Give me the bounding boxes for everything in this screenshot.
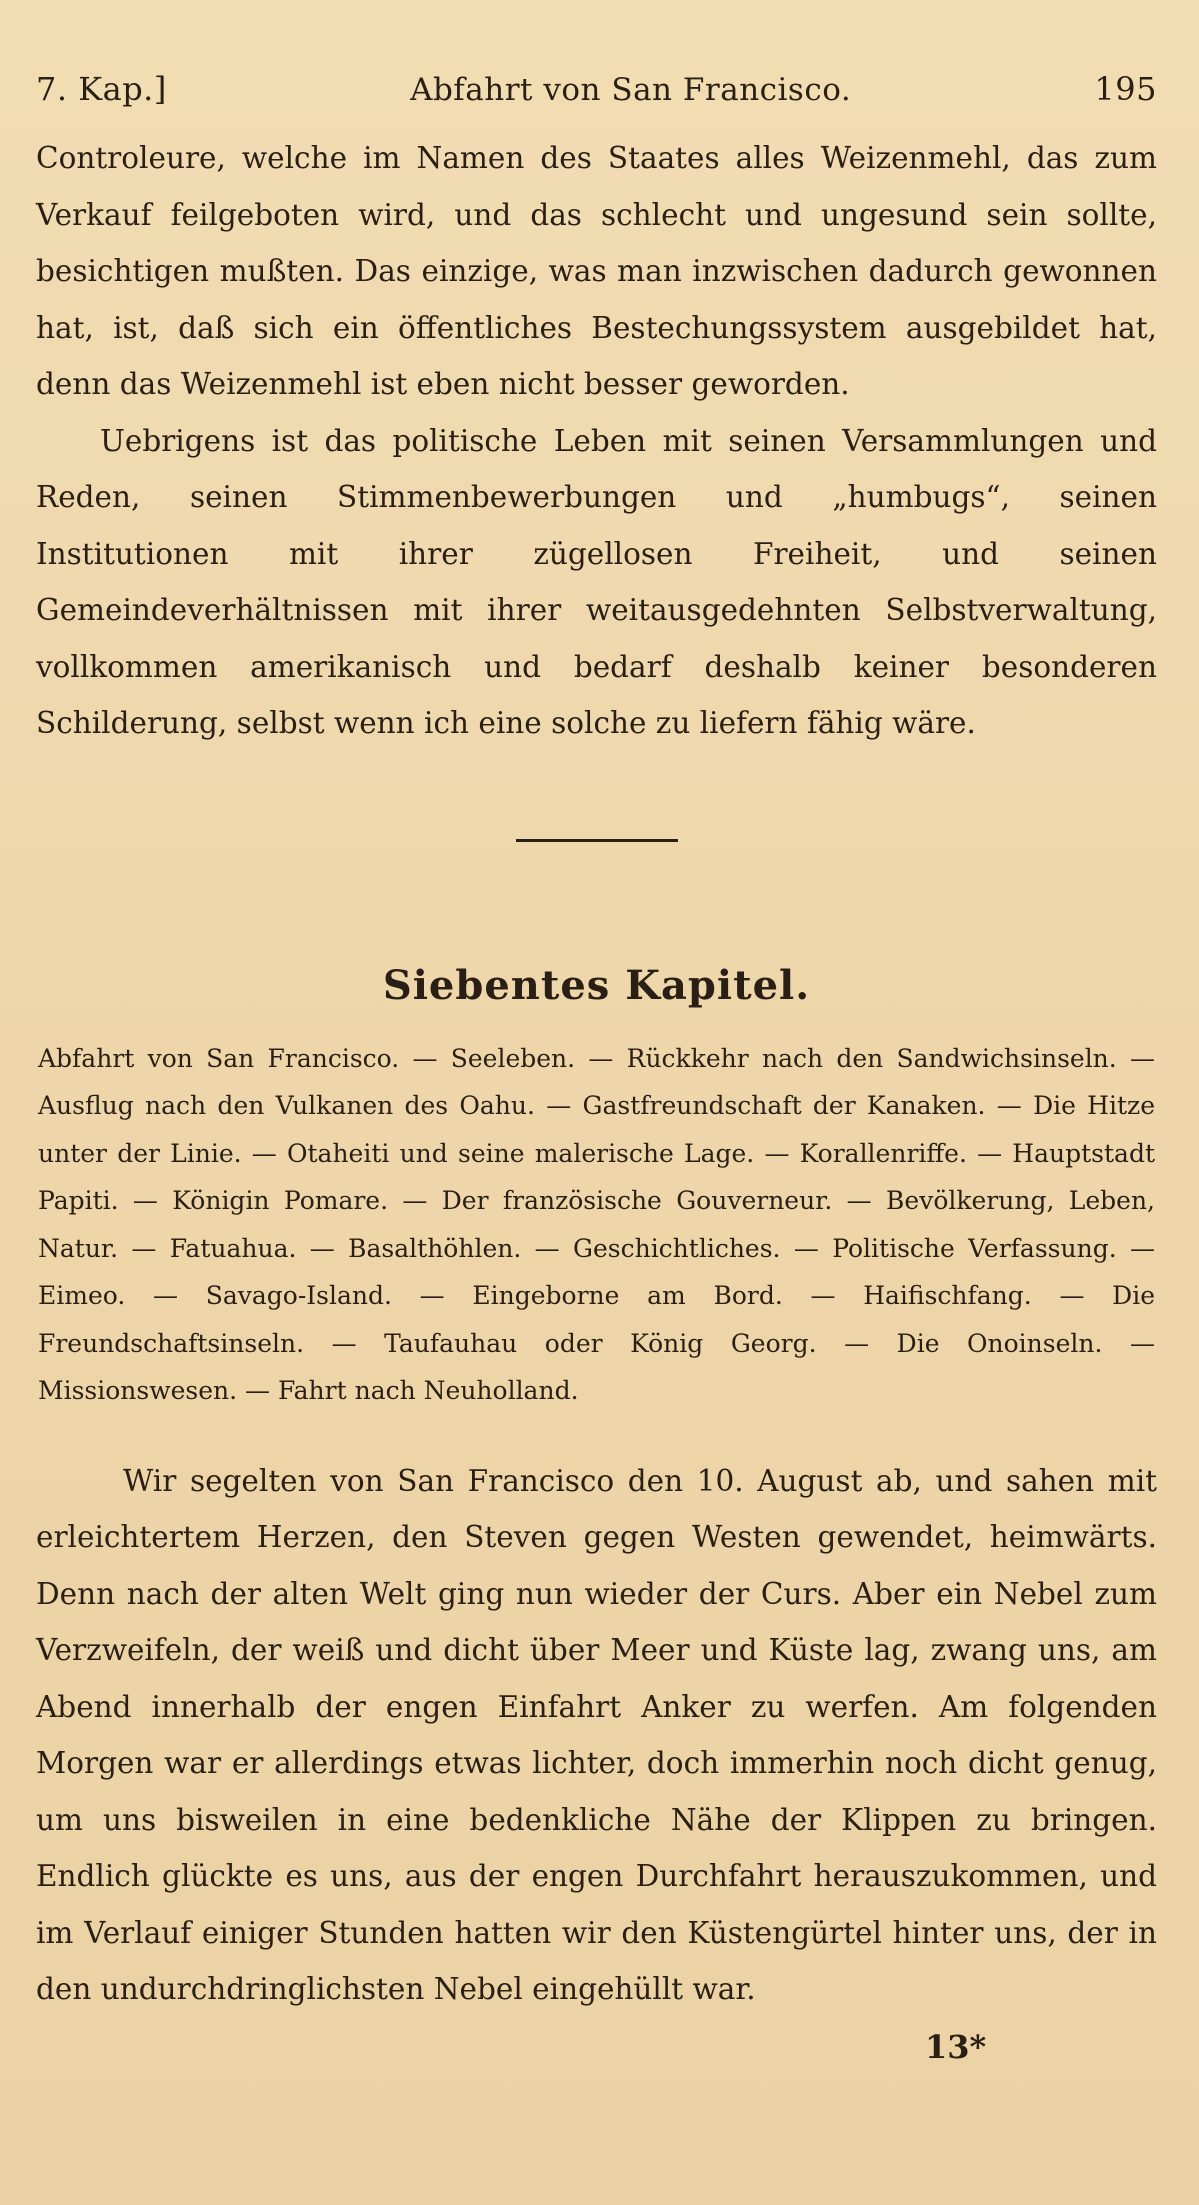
chapter-ref: 7. Kap.] (36, 70, 167, 108)
chapter-summary: Abfahrt von San Francisco. — Seeleben. — Rückkehr nach den Sandwichsinseln. — Ausflug nach den Vulkanen des Oahu. — Gastfreundschaft der Kanaken. — Die Hitze unter der Linie. — Otaheiti und seine malerische Lage. — Korallenriffe. — Hauptstadt Papiti. — Königin Pomare. — Der französische Gouverneur. — Bevölkerung, Leben, Natur. — Fatuahua. — Basalthöhlen. — Geschichtliches. — Politische Verfassung. — Eimeo. — Savago-Island. — Eingeborne am Bord. — Haifischfang. — Die Freundschaftsinseln. — Taufauhau oder König Georg. — Die Onoinseln. — Missionswesen. — Fahrt nach Neuholland. (38, 1043, 1155, 1405)
page-number: 195 (1094, 70, 1157, 108)
chapter-title: Siebentes Kapitel. (382, 961, 811, 1009)
running-title: Abfahrt von San Francisco. (410, 72, 852, 108)
paragraph: Controleure, welche im Namen des Staates alles Weizenmehl, das zum Verkauf feilgeboten wird, und das schlecht und ungesund sein sollte, besichtigen mußten. Das einzige, was man inzwischen dadurch gewonnen hat, ist, daß sich ein öffentliches Bestechungssystem ausgebildet hat, denn das Weizenmehl ist eben nicht besser geworden. (36, 141, 1157, 401)
section-divider (516, 839, 678, 842)
chapter-6-ending (36, 130, 1157, 752)
paragraph: Uebrigens ist das politische Leben mit seinen Versammlungen und Reden, seinen Stimmenbewerbungen und „humbugs“, seinen Institutionen mit ihrer zügellosen Freiheit, und seinen Gemeindeverhältnissen mit ihrer weitausgedehnten Selbstverwaltung, vollkommen amerikanisch und bedarf deshalb keiner besonderen Schilderung, selbst wenn ich eine solche zu liefern fähig wäre. (36, 423, 1157, 740)
chapter-7-body (36, 1453, 1157, 2018)
paragraph: Wir segelten von San Francisco den 10. August ab, und sahen mit erleichtertem Herzen, den Steven gegen Westen gewendet, heimwärts. Denn nach der alten Welt ging nun wieder der Curs. Aber ein Nebel zum Verzweifeln, der weiß und dicht über Meer und Küste lag, zwang uns, am Abend innerhalb der engen Einfahrt Anker zu werfen. Am folgenden Morgen war er allerdings etwas lichter, doch immerhin noch dicht genug, um uns bisweilen in eine bedenkliche Nähe der Klippen zu bringen. Endlich glückte es uns, aus der engen Durchfahrt herauszukommen, und im Verlauf einiger Stunden hatten wir den Küstengürtel hinter uns, der in den undurchdringlichsten Nebel eingehüllt war. (36, 1463, 1157, 2006)
signature-mark: 13* (925, 2028, 987, 2066)
running-header (36, 70, 1157, 108)
